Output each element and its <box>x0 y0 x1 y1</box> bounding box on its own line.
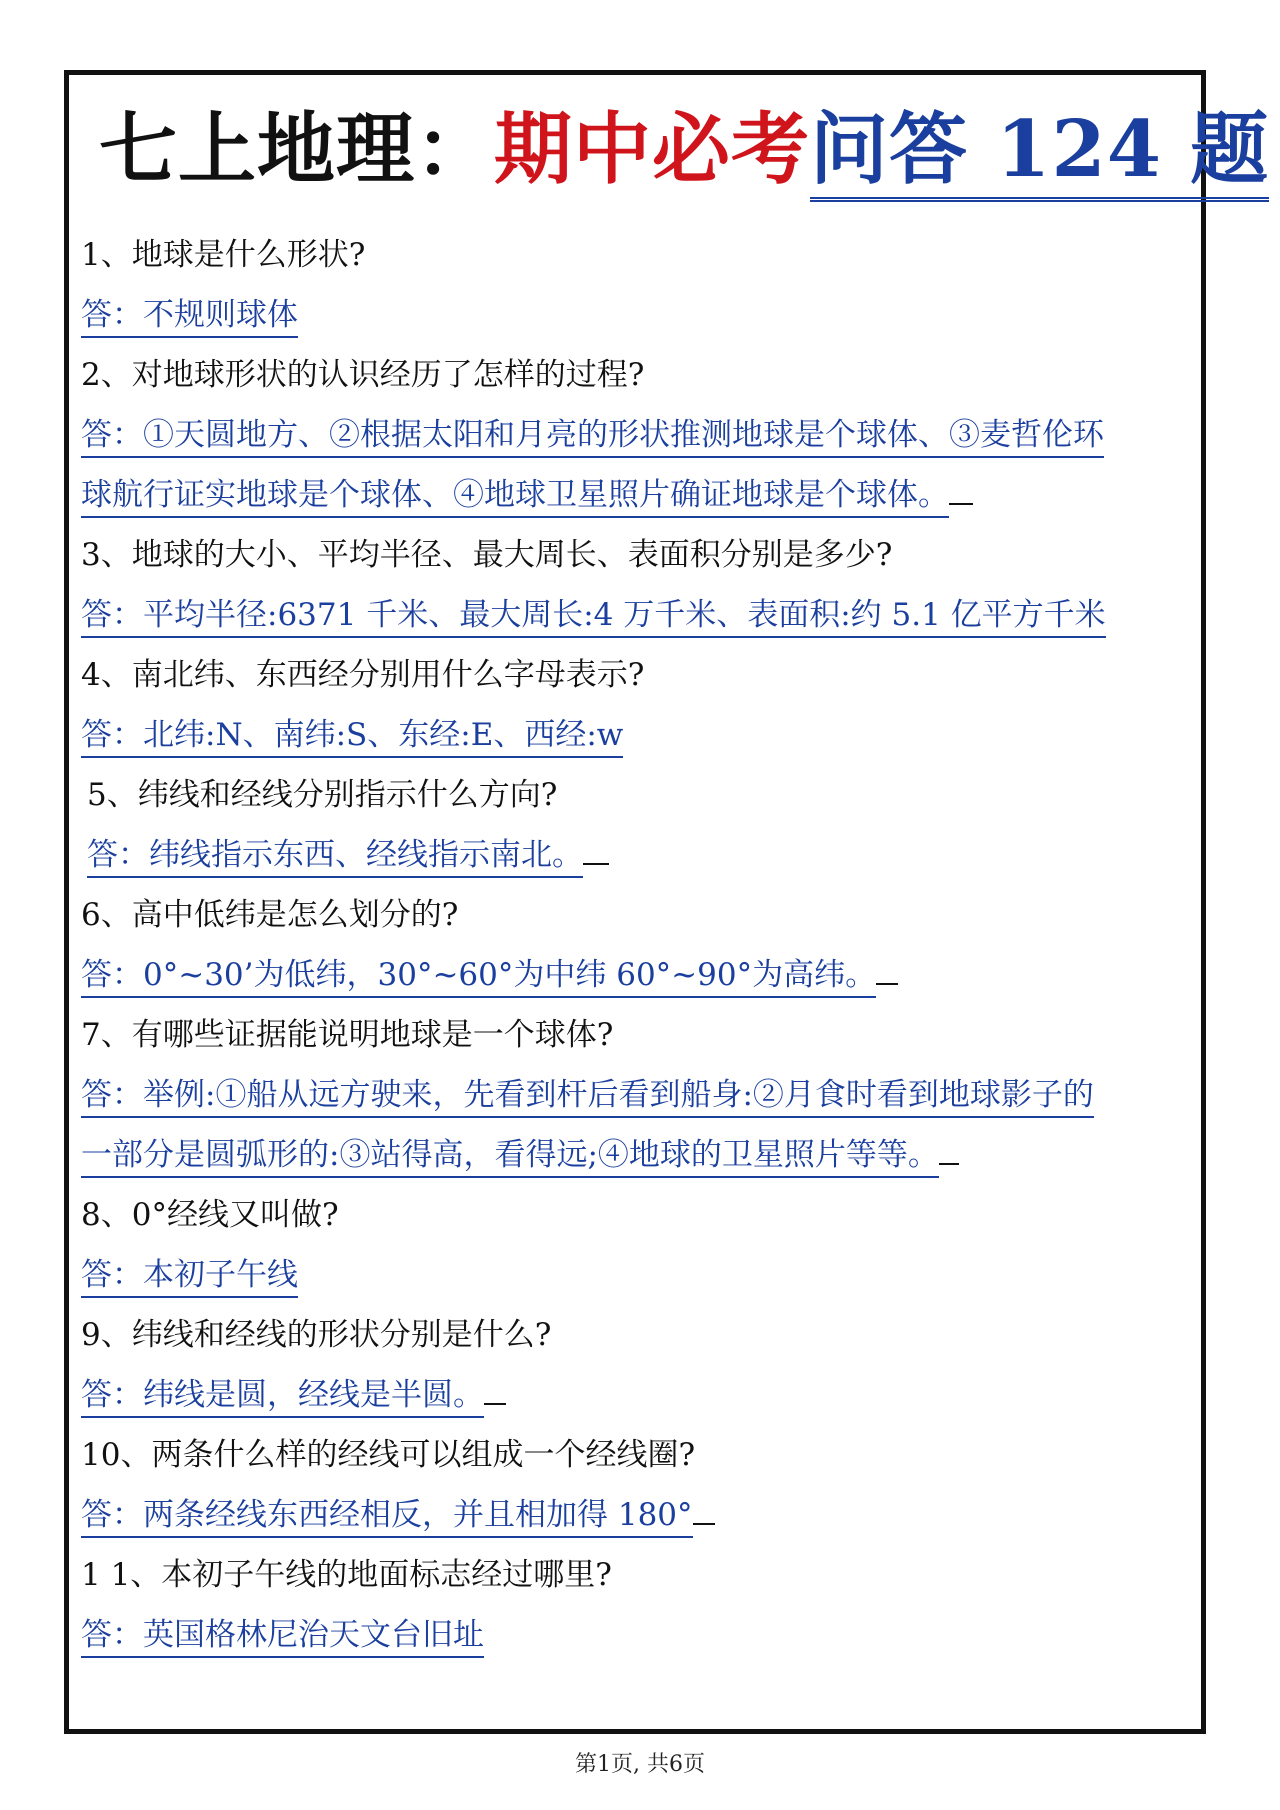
answer-3 <box>81 585 1191 645</box>
answer-9-line-1: 答：纬线是圆，经线是半圆。 <box>81 1377 484 1418</box>
answer-1-line-1: 答：不规则球体 <box>81 297 298 338</box>
title-part-blue: 问答 124 题 <box>810 104 1269 202</box>
answer-1 <box>81 285 1191 345</box>
answer-2-underline-tail <box>949 499 973 505</box>
qa-list <box>81 225 1191 1665</box>
answer-2-line-1: 答：①天圆地方、②根据太阳和月亮的形状推测地球是个球体、③麦哲伦环 <box>81 417 1104 458</box>
answer-9 <box>81 1365 1191 1425</box>
answer-2 <box>81 405 1191 465</box>
answer-6-underline-tail <box>876 979 898 985</box>
answer-4-line-1: 答：北纬:N、南纬:S、东经:E、西经:w <box>81 717 623 758</box>
answer-8 <box>81 1245 1191 1305</box>
answer-11-line-1: 答：英国格林尼治天文台旧址 <box>81 1617 484 1658</box>
answer-11 <box>81 1605 1191 1665</box>
answer-6-line-1: 答：0°~30’为低纬，30°~60°为中纬 60°~90°为高纬。 <box>81 957 876 998</box>
worksheet-frame <box>64 70 1270 1734</box>
title-part-red: 期中必考 <box>494 104 811 195</box>
answer-4 <box>81 705 1191 765</box>
question-10: 10、两条什么样的经线可以组成一个经线圈? <box>81 1437 696 1473</box>
question-1: 1、地球是什么形状? <box>81 237 366 273</box>
answer-10 <box>81 1485 1191 1545</box>
answer-10-line-1: 答：两条经线东西经相反，并且相加得 180° <box>81 1497 693 1538</box>
page-title <box>99 95 1270 205</box>
title-part-black: 七上地理： <box>99 104 495 195</box>
answer-2-line-2: 球航行证实地球是个球体、④地球卫星照片确证地球是个球体。 <box>81 477 949 518</box>
question-3: 3、地球的大小、平均半径、最大周长、表面积分别是多少? <box>81 537 893 573</box>
answer-2-cont <box>81 465 1191 525</box>
answer-7-line-2: 一部分是圆弧形的:③站得高，看得远;④地球的卫星照片等等。 <box>81 1137 939 1178</box>
question-7: 7、有哪些证据能说明地球是一个球体? <box>81 1017 614 1053</box>
answer-8-line-1: 答：本初子午线 <box>81 1257 298 1298</box>
page-footer: 第1页, 共6页 <box>575 1752 705 1777</box>
answer-7-underline-tail <box>939 1159 959 1165</box>
answer-5-line-1: 答：纬线指示东西、经线指示南北。 <box>87 837 583 878</box>
question-2: 2、对地球形状的认识经历了怎样的过程? <box>81 357 645 393</box>
answer-7-line-1: 答：举例:①船从远方驶来，先看到杆后看到船身:②月食时看到地球影子的 <box>81 1077 1094 1118</box>
answer-3-line-1: 答：平均半径:6371 千米、最大周长:4 万千米、表面积:约 5.1 亿平方千米 <box>81 597 1106 638</box>
question-5: 5、纬线和经线分别指示什么方向? <box>87 777 558 813</box>
answer-5 <box>81 825 1191 885</box>
question-6: 6、高中低纬是怎么划分的? <box>81 897 459 933</box>
answer-5-underline-tail <box>583 859 609 865</box>
question-9: 9、纬线和经线的形状分别是什么? <box>81 1317 552 1353</box>
answer-9-underline-tail <box>484 1399 506 1405</box>
answer-6 <box>81 945 1191 1005</box>
answer-10-underline-tail <box>693 1519 715 1525</box>
question-4: 4、南北纬、东西经分别用什么字母表示? <box>81 657 645 693</box>
answer-7-cont <box>81 1125 1191 1185</box>
answer-7 <box>81 1065 1191 1125</box>
question-8: 8、0°经线又叫做? <box>81 1197 339 1233</box>
question-11: 1 1、本初子午线的地面标志经过哪里? <box>81 1557 612 1593</box>
